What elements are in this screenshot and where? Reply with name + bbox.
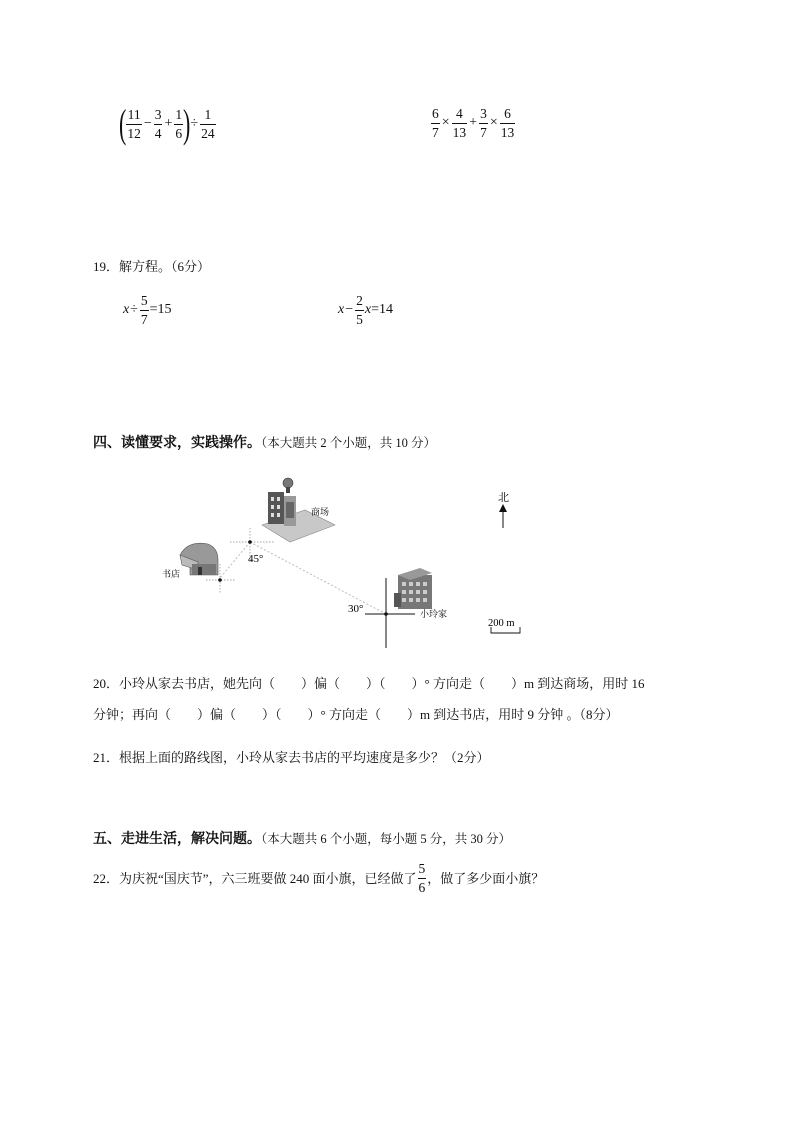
angle-45-label: 45° <box>248 553 264 565</box>
fraction <box>431 107 440 139</box>
q20-line-2: 分钟；再向（ ）偏（ ）（ ）° 方向走（ ）m 到达书店，用时 9 分钟 。（8分） <box>93 707 619 722</box>
denominator: 13 <box>452 124 467 140</box>
scale-label: 200 m <box>488 618 515 629</box>
denominator: 24 <box>201 125 215 141</box>
numerator: 3 <box>480 106 487 121</box>
operator: × <box>489 115 498 130</box>
mall-point <box>248 540 252 544</box>
denominator: 4 <box>154 125 162 141</box>
denominator: 13 <box>500 124 515 140</box>
equation-2 <box>338 294 393 326</box>
equation-rhs: =15 <box>149 302 172 317</box>
fraction <box>452 107 468 139</box>
route-home-to-mall <box>250 542 386 614</box>
numerator: 1 <box>204 107 212 122</box>
denominator: 7 <box>432 124 439 140</box>
operator: + <box>164 116 173 131</box>
denominator: 7 <box>140 311 148 327</box>
section-4-note: （本大题共 2 个小题，共 10 分） <box>261 436 437 450</box>
numerator: 5 <box>418 861 426 876</box>
equation-rhs: =14 <box>371 302 393 317</box>
operator: ÷ <box>130 302 138 317</box>
numerator: 3 <box>154 107 162 122</box>
operator: + <box>469 115 478 130</box>
q21-text: 21．根据上面的路线图，小玲从家去书店的平均速度是多少？（2分） <box>93 750 490 765</box>
fraction <box>140 294 149 326</box>
expression-1 <box>118 101 217 146</box>
bookstore-label: 书店 <box>162 569 181 579</box>
home-building-icon <box>394 568 432 609</box>
fraction <box>126 108 142 140</box>
numerator: 1 <box>175 107 183 122</box>
fraction <box>479 107 488 139</box>
expression-2 <box>430 107 516 139</box>
section-5-title: 五、走进生活，解决问题。 <box>93 831 261 847</box>
q22 <box>93 862 544 894</box>
numerator: 2 <box>356 293 363 308</box>
operator: × <box>441 115 450 130</box>
variable: x <box>123 302 130 317</box>
section-5-note: （本大题共 6 个小题，每小题 5 分，共 30 分） <box>261 832 512 846</box>
denominator: 6 <box>418 879 426 895</box>
variable: x <box>338 302 345 317</box>
section-4-heading <box>93 436 436 451</box>
denominator: 6 <box>175 125 183 141</box>
q22-text-after: ，做了多少面小旗？ <box>427 870 545 886</box>
denominator: 12 <box>127 125 141 141</box>
variable: x <box>364 302 372 317</box>
north-arrowhead-icon <box>499 504 507 512</box>
home-point <box>384 612 388 616</box>
fraction <box>200 108 216 140</box>
operator: − <box>143 116 152 131</box>
numerator: 6 <box>432 106 439 121</box>
operator: ÷ <box>190 116 199 131</box>
numerator: 5 <box>140 293 148 308</box>
numerator: 4 <box>456 106 463 121</box>
section-5-heading <box>93 832 511 847</box>
operator: − <box>345 302 354 317</box>
fraction <box>355 294 364 326</box>
fraction <box>174 108 183 140</box>
fraction <box>418 862 427 894</box>
fraction <box>154 108 163 140</box>
angle-30-label: 30° <box>348 603 364 615</box>
right-paren: ) <box>183 101 191 146</box>
denominator: 7 <box>480 124 487 140</box>
bookstore-point <box>218 578 222 582</box>
mall-label: 商场 <box>311 507 330 517</box>
north-label: 北 <box>498 492 509 504</box>
left-paren: ( <box>118 101 127 146</box>
bookstore-building-icon <box>180 543 218 575</box>
q19-label: 19．解方程。（6分） <box>93 259 211 274</box>
equation-1 <box>123 294 172 326</box>
section-4-title: 四、读懂要求，实践操作。 <box>93 435 261 451</box>
q20-line-1: 20．小玲从家去书店，她先向（ ）偏（ ）（ ）° 方向走（ ）m 到达商场，用时 16 <box>93 676 645 691</box>
route-mall-to-bookstore <box>220 542 250 578</box>
fraction <box>500 107 516 139</box>
numerator: 6 <box>504 106 511 121</box>
q22-text-before: 22．为庆祝“国庆节”，六三班要做 240 面小旗，已经做了 <box>93 870 417 886</box>
numerator: 11 <box>127 107 141 122</box>
denominator: 5 <box>356 311 363 327</box>
route-map <box>150 470 540 655</box>
home-label: 小玲家 <box>420 609 448 619</box>
